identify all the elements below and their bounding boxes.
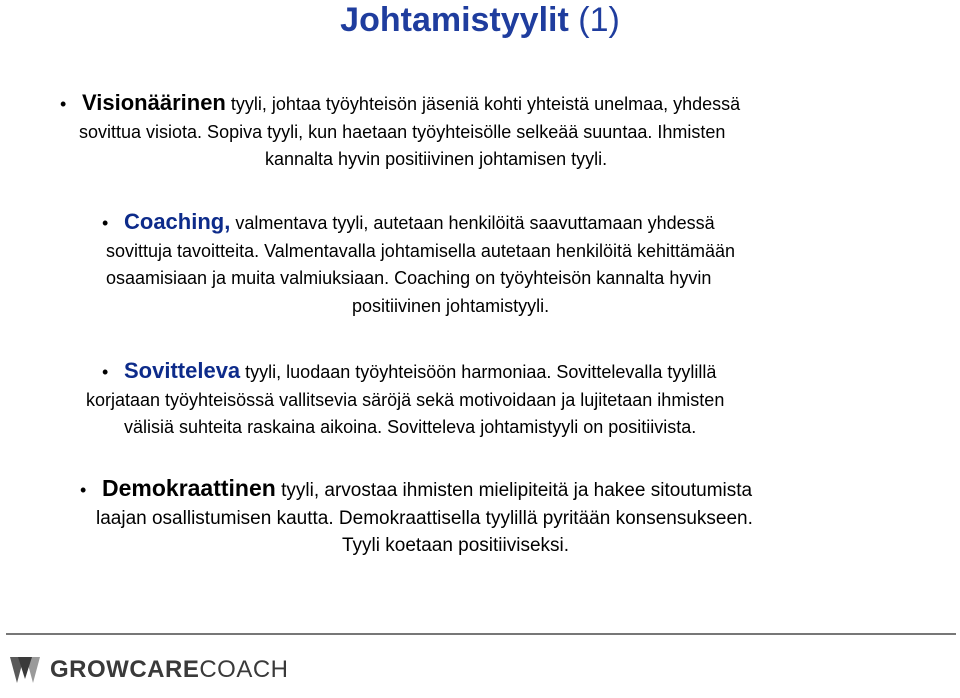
section-heading: Demokraattinen xyxy=(102,475,276,501)
section-coaching xyxy=(102,208,902,320)
page-title xyxy=(0,0,960,40)
logo-part2: COACH xyxy=(199,656,289,683)
section-text: tyyli, arvostaa ihmisten mielipiteitä ja hakee sitoutumista xyxy=(275,480,753,501)
bullet-icon: • xyxy=(60,94,67,114)
footer-divider xyxy=(6,633,956,635)
section-text: osaamisiaan ja muita valmiuksiaan. Coaching on työyhteisön kannalta hyvin xyxy=(106,268,712,288)
section-text: positiivinen johtamistyyli. xyxy=(352,295,550,316)
section-text: sovittua visiota. Sopiva tyyli, kun haetaan työyhteisölle selkeää suuntaa. Ihmisten xyxy=(79,121,726,142)
bullet-icon: • xyxy=(102,213,109,233)
section-text: tyyli, luodaan työyhteisöön harmoniaa. Sovittelevalla tyylillä xyxy=(240,362,717,382)
section-text: kannalta hyvin positiivinen johtamisen tyyli. xyxy=(265,149,608,169)
section-text: sovittuja tavoitteita. Valmentavalla johtamisella autetaan henkilöitä kehittämään xyxy=(106,240,736,261)
bullet-icon: • xyxy=(80,480,87,500)
section-text: tyyli, johtaa työyhteisön jäseniä kohti yhteistä unelmaa, yhdessä xyxy=(225,94,741,114)
logo-part1: GROWCARE xyxy=(50,656,200,683)
section-demokraattinen xyxy=(80,475,900,560)
bullet-icon: • xyxy=(102,362,109,382)
section-sovitteleva xyxy=(86,357,922,442)
section-text: Tyyli koetaan positiiviseksi. xyxy=(342,535,570,556)
section-heading: Sovitteleva xyxy=(124,358,241,383)
title-number: (1) xyxy=(578,1,620,39)
section-text: laajan osallistumisen kautta. Demokraattisella tyylillä pyritään konsensukseen. xyxy=(96,507,753,529)
logo-text xyxy=(50,656,289,684)
section-heading: Coaching, xyxy=(124,209,231,234)
section-heading: Visionäärinen xyxy=(82,90,226,115)
footer-logo xyxy=(8,650,289,690)
title-main: Johtamistyylit xyxy=(340,1,569,39)
section-text: välisiä suhteita raskaina aikoina. Sovitteleva johtamistyyli on positiivista. xyxy=(124,417,697,437)
growcarecoach-logo-icon xyxy=(8,653,42,687)
section-visionaarinen xyxy=(60,89,910,174)
section-text: valmentava tyyli, autetaan henkilöitä saavuttamaan yhdessä xyxy=(230,213,715,233)
section-text: korjataan työyhteisössä vallitsevia säröjä sekä motivoidaan ja lujitetaan ihmisten xyxy=(86,389,725,410)
